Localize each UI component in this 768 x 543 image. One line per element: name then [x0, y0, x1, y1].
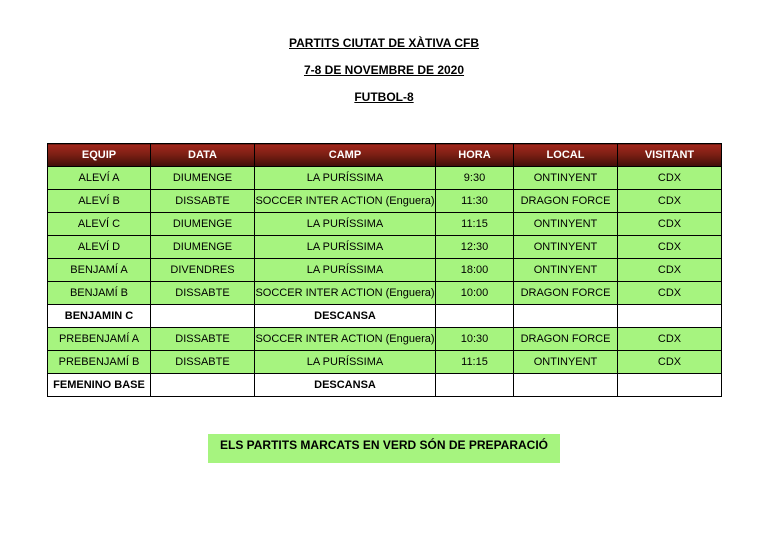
cell-local: DRAGON FORCE: [514, 282, 618, 305]
cell-camp: LA PURÍSSIMA: [255, 167, 436, 190]
cell-data: DISSABTE: [151, 282, 255, 305]
cell-hora: 18:00: [436, 259, 514, 282]
cell-data: DIVENDRES: [151, 259, 255, 282]
table-row: [48, 236, 722, 259]
cell-visitant: CDX: [618, 328, 722, 351]
table-row: [48, 190, 722, 213]
cell-data: DISSABTE: [151, 328, 255, 351]
cell-hora: 11:15: [436, 351, 514, 374]
table-row: [48, 305, 722, 328]
cell-local: ONTINYENT: [514, 259, 618, 282]
cell-camp: SOCCER INTER ACTION (Enguera): [255, 328, 436, 351]
cell-equip: ALEVÍ C: [48, 213, 151, 236]
table-row: [48, 259, 722, 282]
cell-visitant: CDX: [618, 190, 722, 213]
cell-camp: DESCANSA: [255, 374, 436, 397]
cell-camp: LA PURÍSSIMA: [255, 351, 436, 374]
table-row: [48, 213, 722, 236]
cell-equip: BENJAMIN C: [48, 305, 151, 328]
cell-local: DRAGON FORCE: [514, 190, 618, 213]
cell-local: [514, 374, 618, 397]
cell-hora: 12:30: [436, 236, 514, 259]
cell-camp: SOCCER INTER ACTION (Enguera): [255, 190, 436, 213]
cell-visitant: CDX: [618, 167, 722, 190]
cell-data: DIUMENGE: [151, 167, 255, 190]
cell-hora: 9:30: [436, 167, 514, 190]
cell-data: DISSABTE: [151, 190, 255, 213]
cell-data: DISSABTE: [151, 351, 255, 374]
document-category: FUTBOL-8: [354, 90, 414, 104]
cell-camp: LA PURÍSSIMA: [255, 213, 436, 236]
cell-hora: 11:15: [436, 213, 514, 236]
cell-visitant: [618, 374, 722, 397]
cell-equip: FEMENINO BASE: [48, 374, 151, 397]
cell-hora: 10:00: [436, 282, 514, 305]
cell-visitant: CDX: [618, 259, 722, 282]
column-header-visitant: VISITANT: [618, 144, 722, 167]
table-row: [48, 328, 722, 351]
column-header-camp: CAMP: [255, 144, 436, 167]
cell-data: [151, 305, 255, 328]
cell-data: DIUMENGE: [151, 213, 255, 236]
cell-local: ONTINYENT: [514, 213, 618, 236]
cell-equip: ALEVÍ A: [48, 167, 151, 190]
table-row: [48, 167, 722, 190]
column-header-hora: HORA: [436, 144, 514, 167]
cell-visitant: [618, 305, 722, 328]
cell-equip: BENJAMÍ B: [48, 282, 151, 305]
table-row: [48, 351, 722, 374]
cell-equip: ALEVÍ D: [48, 236, 151, 259]
cell-local: DRAGON FORCE: [514, 328, 618, 351]
column-header-local: LOCAL: [514, 144, 618, 167]
table-header-row: [48, 144, 722, 167]
cell-local: ONTINYENT: [514, 351, 618, 374]
cell-local: ONTINYENT: [514, 167, 618, 190]
cell-data: [151, 374, 255, 397]
cell-visitant: CDX: [618, 351, 722, 374]
cell-hora: [436, 374, 514, 397]
cell-camp: LA PURÍSSIMA: [255, 236, 436, 259]
cell-visitant: CDX: [618, 282, 722, 305]
column-header-equip: EQUIP: [48, 144, 151, 167]
document-title: PARTITS CIUTAT DE XÀTIVA CFB: [289, 36, 479, 50]
cell-local: ONTINYENT: [514, 236, 618, 259]
cell-hora: 10:30: [436, 328, 514, 351]
cell-equip: PREBENJAMÍ A: [48, 328, 151, 351]
cell-local: [514, 305, 618, 328]
document-date: 7-8 DE NOVEMBRE DE 2020: [303, 63, 465, 77]
cell-equip: PREBENJAMÍ B: [48, 351, 151, 374]
cell-hora: 11:30: [436, 190, 514, 213]
cell-data: DIUMENGE: [151, 236, 255, 259]
cell-camp: DESCANSA: [255, 305, 436, 328]
preparation-note: ELS PARTITS MARCATS EN VERD SÓN DE PREPARACIÓ: [208, 434, 560, 463]
cell-camp: SOCCER INTER ACTION (Enguera): [255, 282, 436, 305]
cell-camp: LA PURÍSSIMA: [255, 259, 436, 282]
column-header-data: DATA: [151, 144, 255, 167]
table-row: [48, 374, 722, 397]
cell-equip: BENJAMÍ A: [48, 259, 151, 282]
cell-hora: [436, 305, 514, 328]
table-row: [48, 282, 722, 305]
schedule-table: [47, 143, 722, 397]
cell-visitant: CDX: [618, 213, 722, 236]
cell-visitant: CDX: [618, 236, 722, 259]
cell-equip: ALEVÍ B: [48, 190, 151, 213]
